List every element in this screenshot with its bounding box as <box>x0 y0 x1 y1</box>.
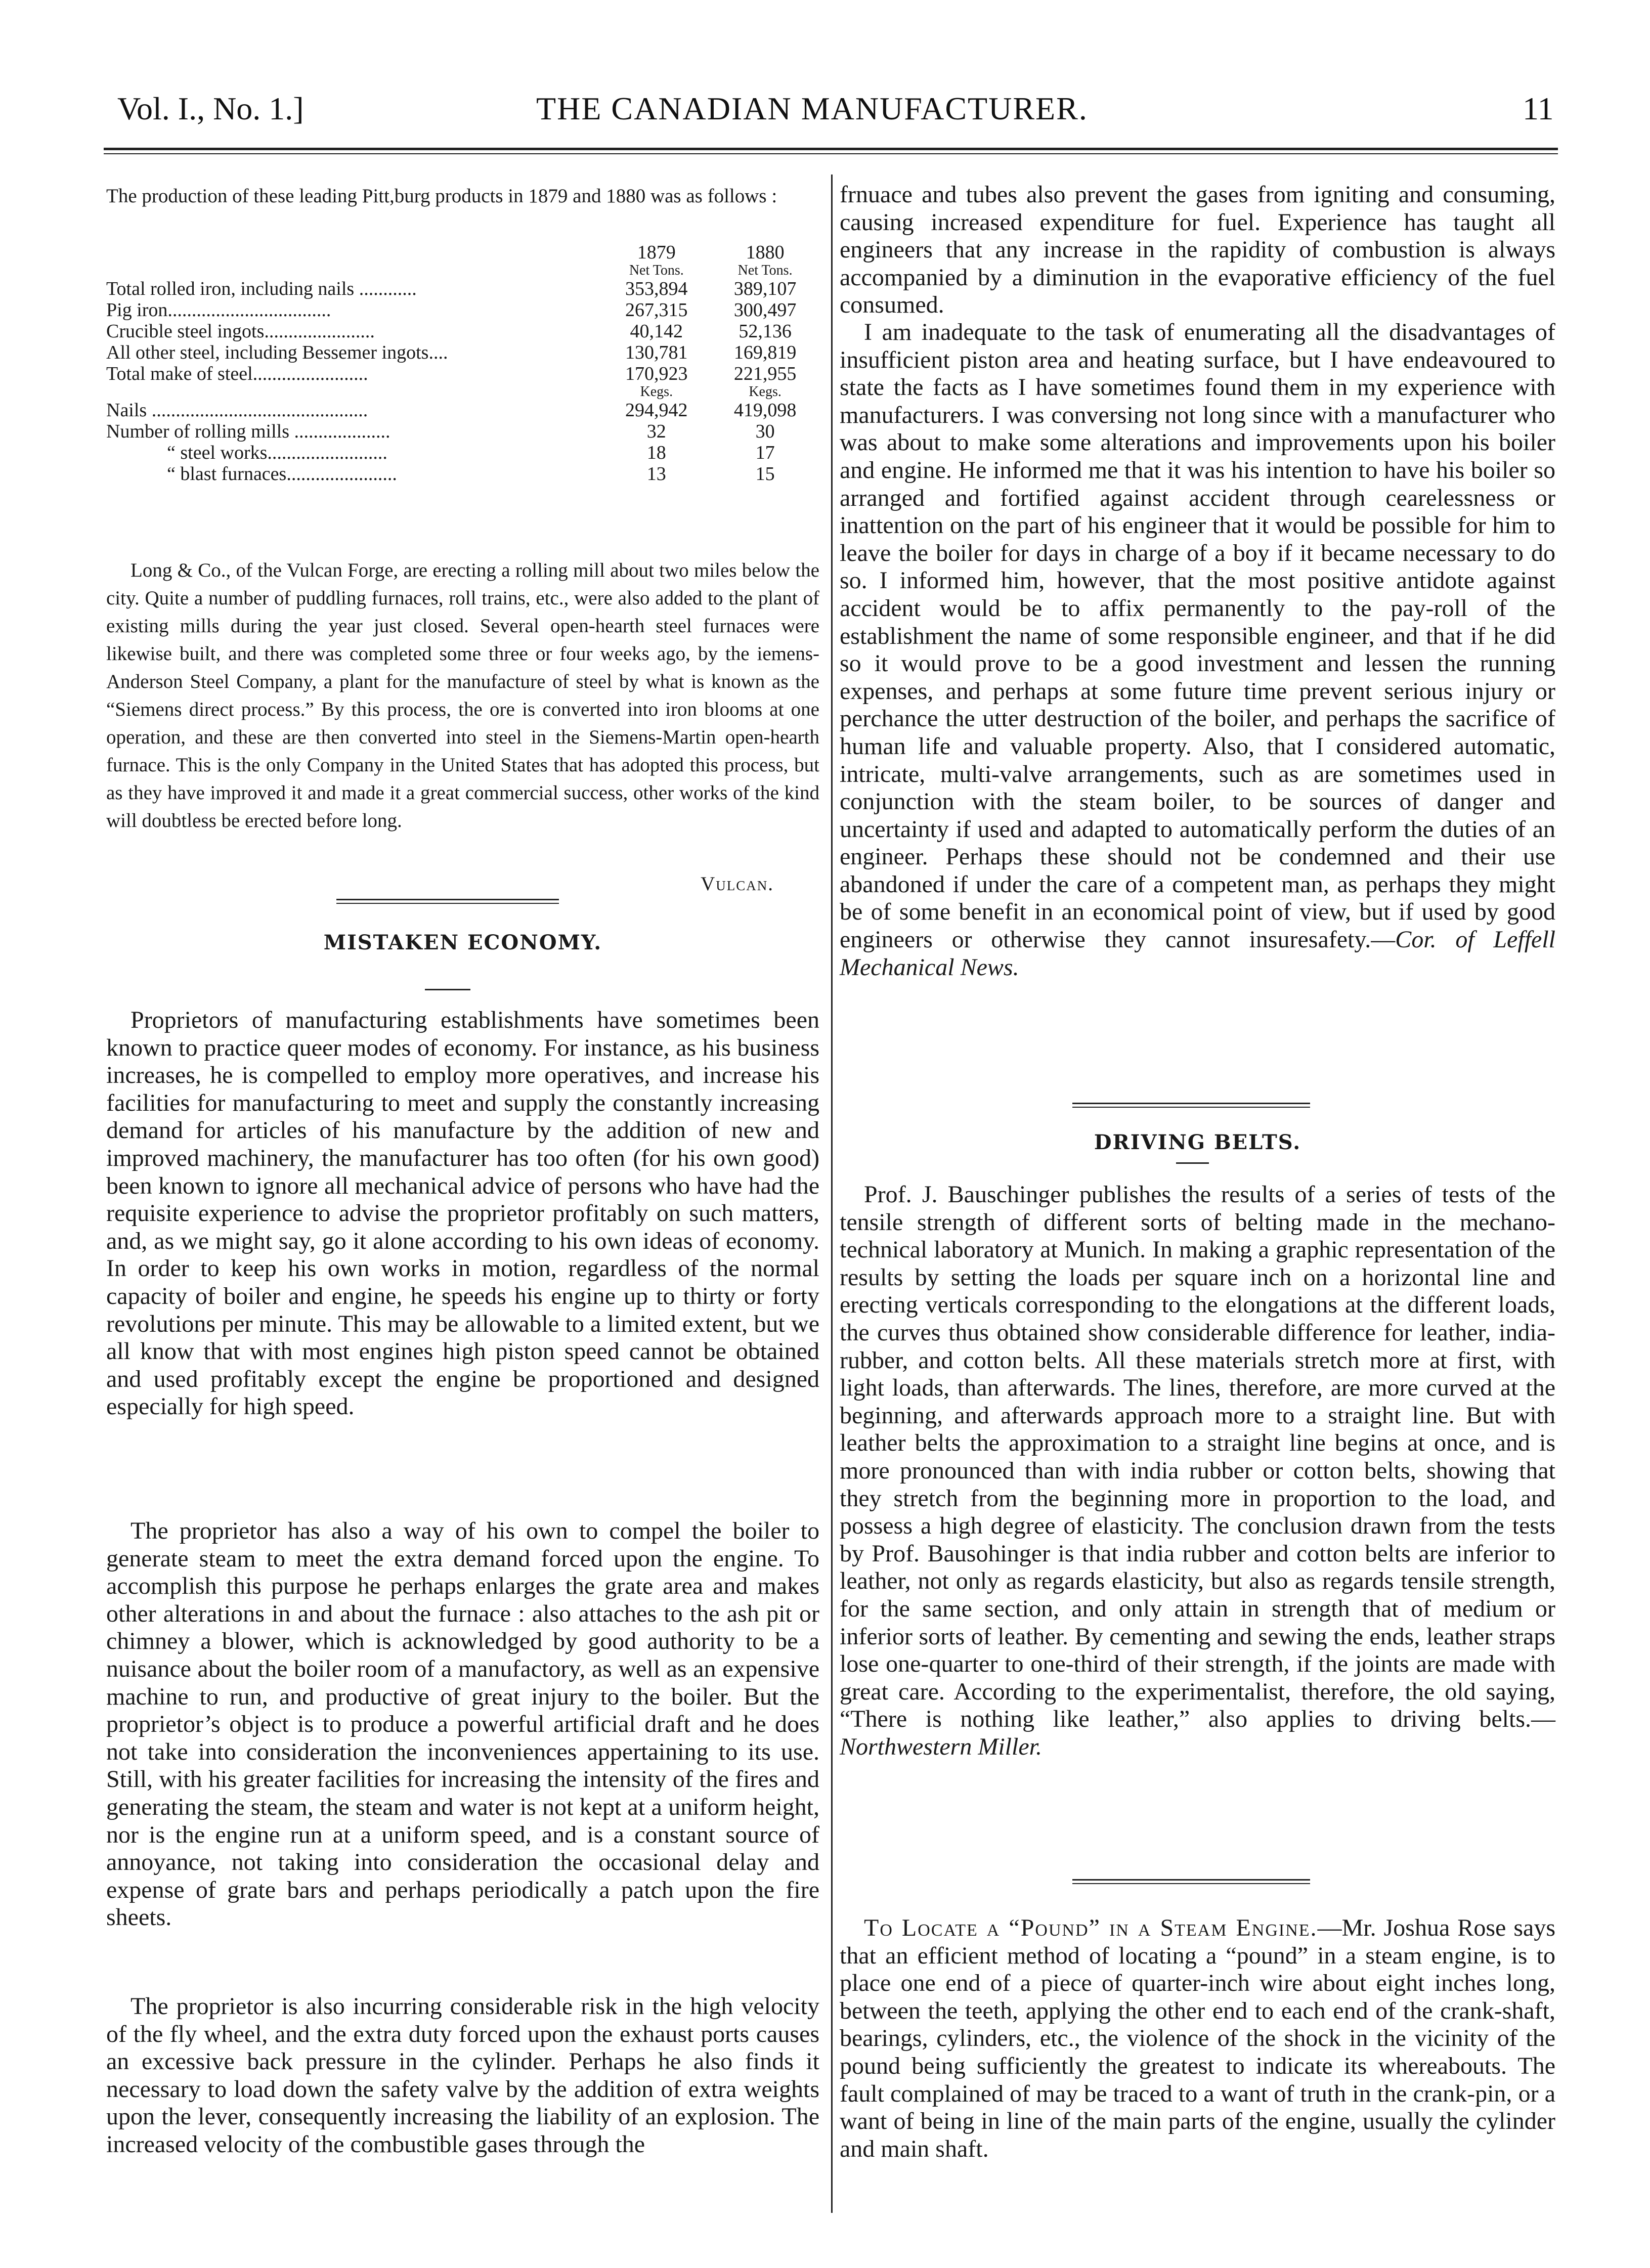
production-table <box>106 242 819 485</box>
locate-pound-paragraph: To Locate a “Pound” in a Steam Engine.—Mr. Joshua Rose says that an efficient method of locating a “pound” in a steam engine, is to place one end of a piece of quarter-inch wire about eight inches long, between the teeth, applying the other end to each end of the crank-shaft, bearings, cylinders, etc., the violence of the shock in the vicinity of the pound being sufficiently the greatest to indicate its whereabouts. The fault complained of may be traced to a want of truth in the crank-pin, or a want of being in line of the main parts of the engine, usually the cylinder and main shaft. <box>840 1914 1555 2162</box>
section-rule <box>336 899 559 900</box>
driving-belts-paragraph: Prof. J. Bauschinger publishes the results of a series of tests of the tensile strength of different sorts of belting made in the mechano-technical laboratory at Munich. In making a graphic representation of the results by setting the loads per square inch on a horizontal line and erecting verticals corresponding to the elongations at the different loads, the curves thus obtained show considerable difference for leather, india-rubber, and cotton belts. All these materials stretch more at first, with light loads, than afterwards. The lines, therefore, are more curved at the beginning, and afterwards approach more to a straight line. But with leather belts the approximation to a straight line begins at once, and is more pronounced than with india rubber or cotton belts, showing that they stretch from the beginning more in proportion to the load, and possess a high degree of elasticity. The conclusion drawn from the tests by Prof. Bausohinger is that india rubber and cotton belts are inferior to leather, not only as regards elasticity, but also as regards tensile strength, for the same section, and only attain in strength that of medium or inferior sorts of leather. By cementing and sewing the ends, leather straps lose one-quarter to one-third of their strength, if the joints are made with great care. According to the experimentalist, therefore, the old saying, “There is nothing like leather,” also applies to driving belts.—Northwestern Miller. <box>840 1181 1555 1760</box>
economy-paragraph-2: The proprietor has also a way of his own to compel the boiler to generate steam to meet the extra demand forced upon the engine. To accomplish this purpose he perhaps enlarges the grate area and makes other alterations in and about the furnace : also attaches to the ash pit or chimney a blower, which is acknowledged by good authority to be a nuisance about the boiler room of a manufactory, as well as an expensive machine to run, and productive of great injury to the boiler. But the proprietor’s object is to produce a powerful artificial draft and he does not take into consideration the inconveniences appertaining to its use. Still, with his greater facilities for increasing the intensity of the fires and generating the steam, the steam and water is not kept at a uniform height, nor is the engine run at a uniform speed, and is a constant source of annoyance, not taking into consideration the occasional delay and expense of grate bars and perhaps periodically a patch upon the fire sheets. <box>106 1517 819 1931</box>
table-row: All other steel, including Bessemer ingots.... 130,781 169,819 <box>106 342 797 363</box>
vulcan-signature: Vulcan. <box>701 873 774 895</box>
column-divider <box>831 175 833 2213</box>
publication-title: THE CANADIAN MANUFACTURER. <box>536 91 1088 126</box>
table-row: Total rolled iron, including nails ............ 353,894 389,107 <box>106 278 797 299</box>
section-rule <box>1072 1883 1310 1884</box>
table-row: Pig iron.................................. 267,315 300,497 <box>106 299 797 321</box>
production-intro: The production of these leading Pitt,burg products in 1879 and 1880 was as follows : <box>106 185 777 207</box>
table-row: Nails ............................................. 294,942 419,098 <box>106 400 797 421</box>
year-1880: 1880 <box>746 242 785 263</box>
economy-paragraph-4: frnuace and tubes also prevent the gases from igniting and consuming, causing increased expenditure for fuel. Experience has taught all engineers that any increase in the rapidity of combustion is always accompanied by a diminution in the evaporative efficiency of the fuel consumed. <box>840 181 1555 319</box>
table-row: “ steel works......................... 18 17 <box>167 442 775 463</box>
section-rule <box>1072 1103 1310 1104</box>
heading-underline <box>425 989 470 990</box>
page-number: 11 <box>1523 91 1554 126</box>
belts-source: Northwestern Miller. <box>840 1733 1043 1760</box>
section-rule <box>1072 1107 1310 1108</box>
unit-label: Kegs. <box>749 384 781 400</box>
economy-paragraph-3: The proprietor is also incurring considerable risk in the high velocity of the fly wheel, and the extra duty forced upon the exhaust ports causes an excessive back pressure in the cylinder. Perhaps he also finds it necessary to load down the safety valve by the addition of extra weights upon the lever, consequently increasing the liability of an explosion. The increased velocity of the combustible gases through the <box>106 1993 819 2158</box>
heading-underline <box>1176 1162 1209 1164</box>
unit-label: Net Tons. <box>737 263 793 278</box>
economy-paragraph-5: I am inadequate to the task of enumerating all the disadvantages of insufficient piston area and heating surface, but I have endeavoured to state the facts as I have sometimes found them in my experience with manufacturers. I was conversing not long since with a manufacturer who was about to make some alterations and improvements upon his boiler and engine. He informed me that it was his intention to have his boiler so arranged and fortified against accident through cearelessness or inattention on the part of his engineer that it would be possible for him to leave the boiler for days in charge of a boy if it became necessary to do so. I informed him, however, that the most positive antidote against accident would be to affix permanently to the pay-roll of the establishment the name of some responsible engineer, and that if he did so it would prove to be a good investment and lessen the running expenses, and perhaps at some future time prevent serious injury or perchance the utter destruction of the boiler, and perhaps the sacrifice of human life and valuable property. Also, that I considered automatic, intricate, multi-valve arrangements, such as are sometimes used in conjunction with the steam boiler, to be sources of danger and uncertainty if used and adapted to automatically perform the duties of an engineer. Perhaps these should not be condemned and their use abandoned if under the care of a competent man, as perhaps they might be of some benefit in an economical point of view, but if used by good engineers or otherwise they cannot insuresafety.—Cor. of Leffell Mechanical News. <box>840 319 1556 981</box>
header-rule-thick <box>104 148 1558 150</box>
table-row: “ blast furnaces....................... 13 15 <box>167 463 775 485</box>
section-rule <box>336 903 559 904</box>
driving-belts-heading: DRIVING BELTS. <box>1094 1130 1301 1154</box>
unit-label: Net Tons. <box>629 263 684 278</box>
table-row: Number of rolling mills .................... 32 30 <box>106 421 775 442</box>
economy-source: Cor. of Leffell Mechanical News. <box>840 926 1556 981</box>
year-1879: 1879 <box>637 242 676 263</box>
header-rule-thin <box>104 153 1558 154</box>
economy-paragraph-1: Proprietors of manufacturing establishments have sometimes been known to practice queer modes of economy. For instance, as his business increases, he is compelled to employ more operatives, and increase his facilities for manufacturing to meet and supply the constantly increasing demand for articles of his manufacture by the addition of new and improved machinery, the manufacturer has too often (for his own good) been known to ignore all mechanical advice of persons who have had the requisite experience to advise the proprietor profitably on such matters, and, as we might say, go it alone according to his own ideas of economy. In order to keep his own works in motion, regardless of the normal capacity of boiler and engine, he speeds his engine up to thirty or forty revolutions per minute. This may be allowable to a limited extent, but we all know that with most engines high piston speed cannot be obtained and used profitably except the engine be proportioned and designed especially for high speed. <box>106 1007 819 1420</box>
section-rule <box>1072 1879 1310 1881</box>
table-row: Total make of steel........................ 170,923 221,955 <box>106 363 797 384</box>
mistaken-economy-heading: MISTAKEN ECONOMY. <box>323 931 602 954</box>
vulcan-paragraph: Long & Co., of the Vulcan Forge, are erecting a rolling mill about two miles below the city. Quite a number of puddling furnaces, roll trains, etc., were also added to the plant of existing mills during the year just closed. Several open-hearth steel furnaces were likewise built, and there was completed some three or four weeks ago, by the iemens-Anderson Steel Company, a plant for the manufacture of steel by what is known as the “Siemens direct process.” By this process, the ore is converted into iron blooms at one operation, and these are then converted into steel in the Siemens-Martin open-hearth furnace. This is the only Company in the United States that has adopted this process, but as they have improved it and made it a great commercial success, other works of the kind will doubtless be erected before long. <box>106 559 819 832</box>
unit-label: Kegs. <box>640 384 673 400</box>
volume-number: Vol. I., No. 1.] <box>117 91 304 126</box>
table-row: Crucible steel ingots....................... 40,142 52,136 <box>106 321 792 342</box>
locate-pound-title: To Locate a “Pound” in a Steam Engine. <box>864 1914 1318 1941</box>
